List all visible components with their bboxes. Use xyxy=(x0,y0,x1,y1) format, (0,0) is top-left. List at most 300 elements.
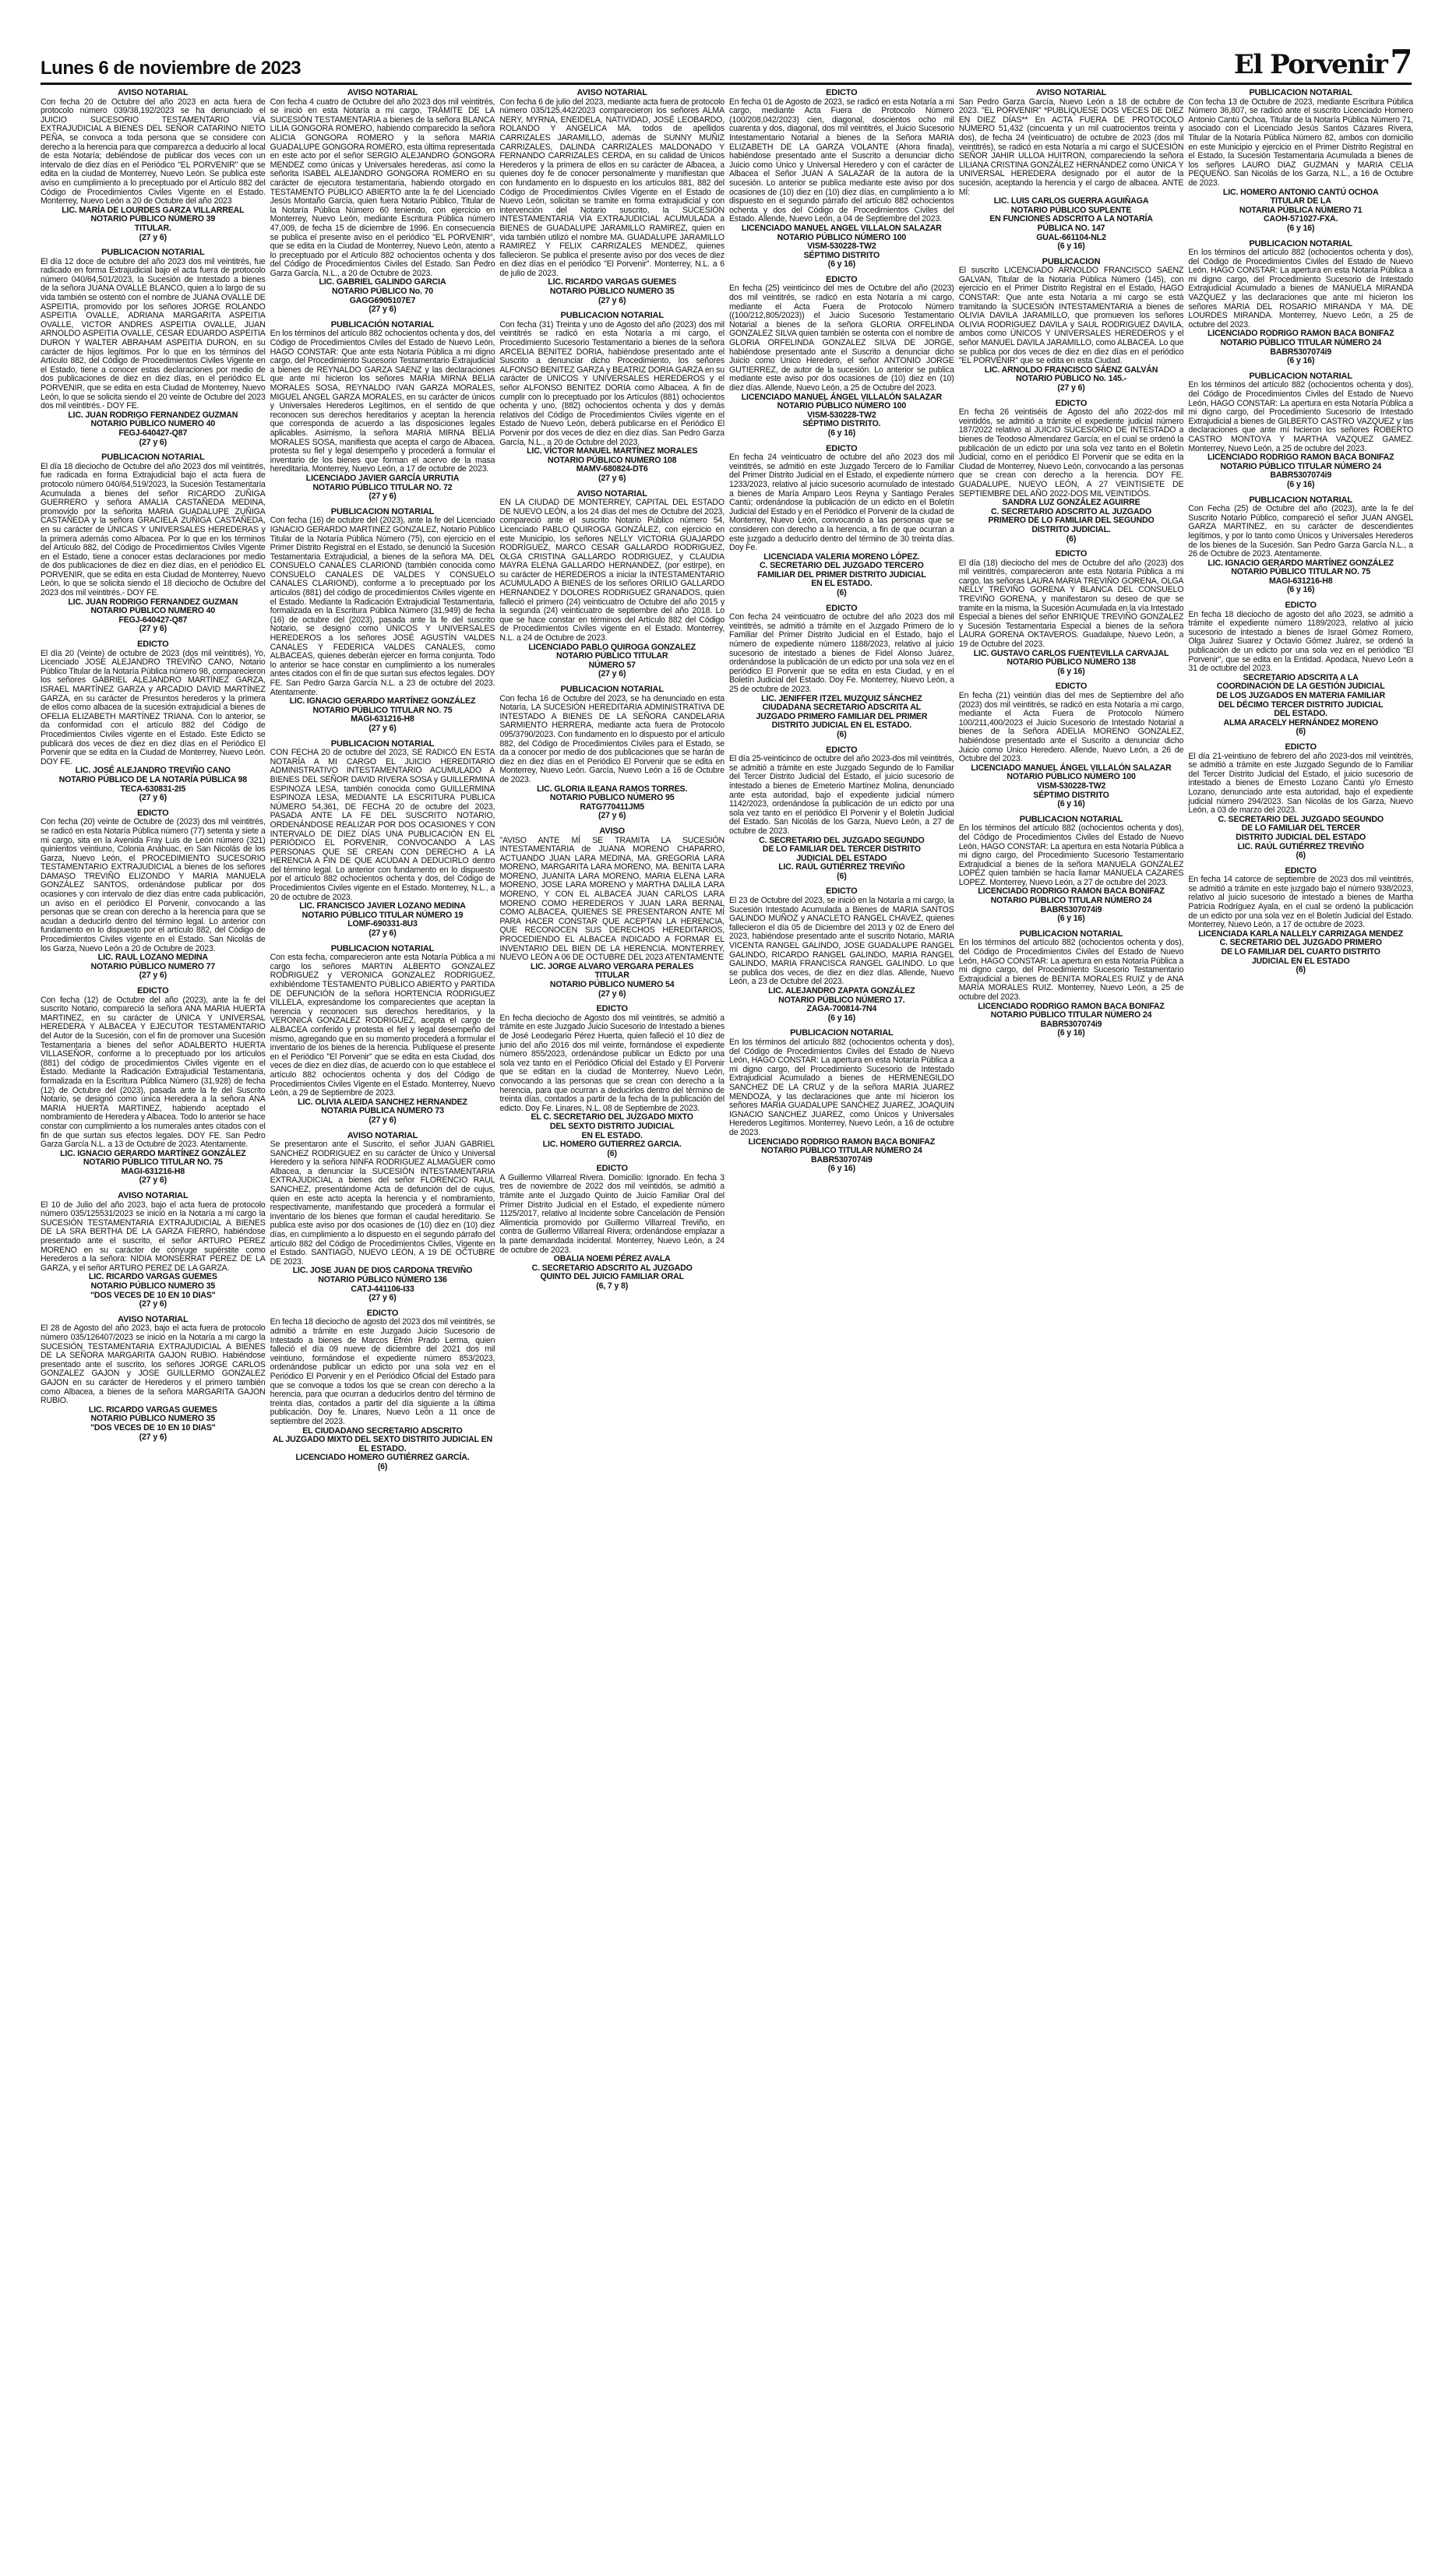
legal-notice xyxy=(1188,743,1413,861)
notice-publication-dates: (6 y 16) xyxy=(1057,799,1085,809)
notice-signature-line: DE LOS JUZGADOS EN MATERIA FAMILIAR xyxy=(1216,691,1386,700)
notice-signature-line: LICENCIADO MANUEL ÁNGEL VILLALÓN SALAZAR xyxy=(741,392,942,402)
notice-publication-dates: (6 y 16) xyxy=(827,428,855,438)
notice-signature-line: SANDRA LUZ GONZÁLEZ AGUIRRE xyxy=(1002,498,1141,508)
notice-signature-line: NOTARIA PÚBLICA NÚMERO 73 xyxy=(321,1106,444,1116)
notice-body: Con fecha 24 veinticuatro de octubre del año 2023 dos mil veintitrés, se admitió a trámite en el Juzgado Primero de lo Familiar del Primer Distrito Judicial en el Estado, bajo el número de expediente número 1188/2023, relativo al juicio sucesorio de intestado a bienes de Fidel Alonso Juárez, ordenándose la publicación de un edicto por una sola vez en el periódico El Porvenir que se edita en esta Ciudad, y en el Boletín Judicial del Estado. Doy Fe. Monterrey, Nuevo León, a 25 de octubre de 2023. xyxy=(729,612,954,694)
notice-body: En los términos del artículo 882 (ochocientos ochenta y dos), del Código de Procedimientos Civiles del Estado de Nuevo León, HAGO CONSTAR: La apertura en esta Notaría Pública a mi digno cargo, del Procedimiento Sucesorio Testamentario Extrajudicial a bienes de BENITA MORALES RUIZ y de ANA MARIA MORALES RUIZ. Monterrey, Nuevo León, a 25 de octubre del 2023. xyxy=(958,938,1184,1002)
notice-signature-line: MAGI-631216-H8 xyxy=(1268,576,1333,586)
notice-signature-line: FEGJ-640427-Q87 xyxy=(118,428,188,438)
legal-notice xyxy=(1188,240,1413,366)
notice-signature-line: DISTRITO JUDICIAL DEL ESTADO xyxy=(1236,832,1366,842)
notice-publication-dates: (6 y 16) xyxy=(827,1164,855,1174)
legal-notice xyxy=(270,508,495,734)
notice-title: EDICTO xyxy=(1285,865,1317,876)
notice-body: "AVISO ANTE MÍ SE TRAMITA LA SUCESIÓN INTESTAMENTARIA de JUANA MORENO CHAPARRO, ACTUANDO JUAN LARA MEDINA, MA. GREGORIA LARA MORENO, MARGARITA LARA MORENO, MA. BENITA LARA MORENO, JUANITA LARA MORENO, MARIA ELENA LARA MORENO, JOSE LARA MORENO y MARTHA DALILA LARA MORENO, Y CON EL ALBACEA JUAN CARLOS LARA MORENO COMO HEREDEROS Y JUAN LARA BERNAL COMO ALBACEA, QUIENES SE PRESENTARON ANTE MÍ PARA HACER CONSTAR QUE ACEPTAN LA HERENCIA, QUE RECONOCEN SUS DERECHOS HEREDITARIOS, PROCEDIENDO EL ALBACEA INDICADO A FORMAR EL INVENTARIO DEL BIEN DE LA HERENCIA. MONTERREY, NUEVO LEÓN A 06 DE OCTUBRE DEL 2023 ATENTAMENTE xyxy=(499,835,725,963)
legal-notice xyxy=(270,945,495,1126)
legal-notice xyxy=(270,321,495,502)
notice-publication-dates: (27 y 6) xyxy=(368,305,397,315)
notice-title: PUBLICACION NOTARIAL xyxy=(560,685,664,694)
notice-signature-line: LIC. LUIS CARLOS GUERRA AGUIÑAGA xyxy=(993,196,1149,206)
notice-signature-line: NOTARIO PÚBLICO TITULAR NÚMERO 24 xyxy=(1220,338,1382,348)
notice-title: AVISO NOTARIAL xyxy=(118,1314,189,1324)
notice-signature-line: CATJ-441106-I33 xyxy=(351,1284,414,1294)
notice-signature-line: TITULAR. xyxy=(134,223,171,233)
notice-signature-line: VISM-530228-TW2 xyxy=(807,241,876,252)
notice-signature-line: LICENCIADO RODRIGO RAMON BACA BONIFAZ xyxy=(1207,453,1394,463)
legal-notice xyxy=(499,827,724,999)
notice-body: Con fecha (12) de Octubre del año (2023), ante la fe del suscrito Notario, compareció la señora ANA MARIA HUERTA MARTINEZ, en su carácter de ÚNICA Y UNIVERSAL HEREDERA Y ALBACEA Y EJECUTOR TESTAMENTARIO del Autor de la Sucesión, con el fin de promover una Sucesión Testamentaria a bienes del señor ADALBERTO HUERTA VILLASEÑOR, conforme a lo preceptuado por los artículos (881) del código de procedimientos Civiles vigente en el Estado. Mediante la Radicación Extrajudicial Testamentaria, formalizada en la Escritura Pública Número (31,928) de fecha (12) de Octubre del (2023), pasada ante la fe del Suscrito Notario, se designó como única Heredera a la señora ANA MARIA HUERTA MARTINEZ, habiendo aceptado el nombramiento de Heredera y Albacea. Todo lo anterior se hace constar con cumplimiento a los numerales antes citados con el fin de que surtan sus efectos legales. DOY FE. San Pedro Garza García N.L. a 13 de Octubre de 2023. Atentamente. xyxy=(41,995,266,1150)
notice-signature-line: LIC. RICARDO VARGAS GUEMES xyxy=(88,1272,217,1282)
notice-signature-line: LIC. IGNACIO GERARDO MARTÍNEZ GONZÁLEZ xyxy=(289,696,476,707)
legal-notice xyxy=(959,258,1184,393)
notice-body: En los términos del artículo 882 (ochocientos ochenta y dos), del Código de Procedimientos Civiles del Estado de Nuevo León, HAGO CONSTAR: La apertura en esta Notaría Pública a mi digno cargo, del Procedimiento Sucesorio de Intestado Extrajudicial Acumulado a bienes de HERMENEGILDO SANCHEZ DE LA CRUZ y de la señora MARIA JUAREZ MENDOZA, y las declaraciones que ante mí hicieron los señores MARIA GUADALUPE SANCHEZ JUAREZ, JOAQUIN IGNACIO SANCHEZ JUAREZ, como Únicos y Universales Herederos Legítimos. Monterrey, Nuevo León, a 16 de octubre de 2023. xyxy=(729,1037,954,1137)
notice-signature-line: SÉPTIMO DISTRITO xyxy=(1033,790,1109,800)
legal-notice xyxy=(1188,867,1413,975)
notice-signature-line: SECRETARIO ADSCRITA A LA xyxy=(1243,672,1359,682)
notice-signature-line: LICENCIADO RODRIGO RAMON BACA BONIFAZ xyxy=(978,1001,1165,1011)
notice-body: En fecha 14 catorce de septiembre de 2023 dos mil veintitrés, se admitió a trámite en este juzgado bajo el número 938/2023, relativo al juicio sucesorio de intestado a bienes de Martha Patricia Rodríguez Ayala, en el cual se ordenó la publicación de un edicto por una sola vez en el Boletín Judicial del Estado. Monterrey, Nuevo León, a 17 de octubre de 2023. xyxy=(1188,875,1414,930)
notice-body: Con fecha (16) de octubre del (2023), ante la fe del Licenciado IGNACIO GERARDO MARTINEZ GONZALEZ, Notario Público Titular de la Notaría Pública Número (75), con ejercicio en el Primer Distrito Registral en el Estado, se denunció la Sucesión Testamentaria Extrajudicial, a bienes de la señora MA. DEL CONSUELO CANALES CLARIOND (también conocida como CONSUELO CANALES DE VALDES Y CONSUELO CANALES CLARIOND), conforme a lo preceptuado por los artículos (881) del código de procedimientos Civiles vigente en el Estado. Mediante la Radicación Extrajudicial Testamentaria, formalizada en la Escritura Pública Número (31,949) de fecha (16) de octubre del (2023), pasada ante la fe del suscrito Notario, se designó como ÚNICOS Y UNIVERSALES HEREDEROS a los señores JOSÉ AGUSTÍN VALDES CANALES Y FEDERICA VALDES CANALES, como ALBACEAS, quienes deberán ejercer en forma conjunta. Todo lo anterior se hace constar en cumplimiento a los numerales antes citados con el fin de que surtan sus efectos legales. DOY FE. San Pedro Garza García N.L. a 23 de octubre del 2023. Atentamente. xyxy=(270,516,495,697)
notice-signature-line: DISTRITO JUDICIAL EN EL ESTADO. xyxy=(771,721,912,731)
notice-publication-dates: (6) xyxy=(377,1461,388,1471)
notice-signature-line: NOTARIO PÚBLICO No. 70 xyxy=(331,287,434,297)
legal-notice xyxy=(959,930,1184,1038)
notice-signature-line: LICENCIADO RODRIGO RAMON BACA BONIFAZ xyxy=(1207,329,1394,339)
notice-publication-dates: (27 y 6) xyxy=(598,295,626,305)
legal-notice xyxy=(959,550,1184,676)
notice-publication-dates: (27 y 6) xyxy=(368,492,397,502)
notice-publication-dates: (27 y 6) xyxy=(139,624,167,634)
notice-body: El día 20 (Veinte) de octubre de 2023 (dos mil veintitrés), Yo, Licenciado JOSE ALEJANDRO TREVIÑO CANO, Notario Público Titular de la Notaría Pública número 98, comparecieron los señores GABRIEL ALEJANDRO MARTÍNEZ GARZA, ISRAEL MARTÍNEZ GARZA y ARCADIO DAVID MARTÍNEZ GARZA, en su carácter de Presuntos herederos y la primera de ellos como albacea de la sucesión extrajudicial a bienes de OFELIA ELIZABETH MARTÍNEZ TRIANA. Con lo anterior, se da conformidad con el artículo 882 del Código de Procedimientos Civiles vigente en el Estado. Este Edicto se publicará dos veces de diez en diez días en el Periódico El Porvenir que se edita en la Ciudad de Monterrey, Nuevo León. DOY FE. xyxy=(41,648,266,766)
notice-signature-line: LIC. IGNACIO GERARDO MARTÍNEZ GONZÁLEZ xyxy=(1208,558,1394,568)
legal-notice xyxy=(270,1309,495,1472)
notice-title: EDICTO xyxy=(826,745,858,755)
notice-title: EDICTO xyxy=(826,274,858,284)
notice-title: EDICTO xyxy=(366,1308,399,1318)
notice-publication-dates: (27 y 6) xyxy=(368,723,397,733)
notice-body: En fecha (25) veinticinco del mes de Octubre del año (2023) dos mil veintitrés, se radicó en esta Notaría a mi cargo, mediante el Acta Fuera de Protocolo Número ((100/212,805/2023)) el Juicio Sucesorio Testamentario Notarial a bienes de la señora GLORIA ORFELINDA GONZALEZ SILVA quien también se ostenta con el nombre de GLORIA ORFELINDA GONZALEZ SILVA DE JORGE, habiéndose presentado ante el Suscrito a denunciar dicho Juicio como Único Heredero, el señor ANTONIO JORGE GUTIERREZ, de autor de la sucesión. Lo anterior se publica mediante este aviso por dos ocasiones de (10) diez en (10) diez días. Allende, Nuevo León, a 25 de Octubre del 2023. xyxy=(729,284,954,393)
legal-notice xyxy=(41,1316,266,1442)
notice-publication-dates: (6) xyxy=(837,588,847,598)
legal-notice xyxy=(1188,89,1413,234)
notice-publication-dates: (27 y 6) xyxy=(139,1299,167,1309)
notice-signature-line: MAMV-680824-DT6 xyxy=(576,464,648,474)
legal-notice xyxy=(729,887,954,1023)
legal-notice xyxy=(41,987,266,1186)
notice-signature-line: NOTARIO PÚBLICO NUMERO 35 xyxy=(549,287,675,297)
legal-notices-columns xyxy=(41,89,1413,2566)
notice-signature-line: BABR5307074i9 xyxy=(1270,470,1332,481)
notice-signature-line: LICENCIADA VALERIA MORENO LÓPEZ. xyxy=(763,551,920,562)
notice-signature-line: C. SECRETARIO ADSCRITO AL JUZGADO xyxy=(990,506,1152,516)
notice-publication-dates: (6 y 16) xyxy=(1287,223,1315,233)
legal-notice xyxy=(959,89,1184,252)
notice-publication-dates: (6 y 16) xyxy=(1287,356,1315,366)
legal-notice xyxy=(959,816,1184,924)
notice-body: El 28 de Agosto del año 2023, bajo el acta fuera de protocolo número 035/126407/2023 se inició en la Notaría a mi cargo la SUCESIÓN TESTAMENTARIA EXTRAJUDICIAL A BIENES DE LA SEÑORA MARGARITA GAJON RUBIO. Habiéndose presentado ante el suscrito, los señores JORGE CARLOS GONZALEZ GAJON y JOSE GUILLERMO GONZALEZ GAJON en su carácter de Herederos y el primero también como Albacea, a bienes de la señora MARGARITA GAJON RUBIO. xyxy=(41,1323,266,1406)
logo-text: El Porvenir xyxy=(1233,49,1387,80)
notice-publication-dates: (27 y 6) xyxy=(598,669,626,679)
notice-body: El suscrito LICENCIADO ARNOLDO FRANCISCO SAENZ GALVAN, Titular de la Notaría Pública Número (145), con ejercicio en el Primer Distrito Registral en el Estado, HAGO CONSTAR: Que ante esta Notaría a mi cargo se está tramitando la SUCESIÓN INTESTAMENTARIA a bienes de OLIVIA DAVILA JARAMILLO, que promueven los señores OLIVIA RODRIGUEZ DAVILA y SAUL RODRIGUEZ DAVILA, ambos como ÚNICOS Y UNIVERSALES HEREDEROS y el señor MANUEL DAVILA JARAMILLO, como ALBACEA. Lo que se publica por dos veces de diez en diez días en el periódico "EL PORVENIR" que se edita en esta Ciudad. xyxy=(958,266,1184,366)
notice-title: EDICTO xyxy=(137,986,169,996)
notice-signature-line: NOTARIO PÚBLICO No. 145.- xyxy=(1016,374,1127,384)
notice-title: EDICTO xyxy=(1055,549,1088,559)
notice-publication-dates: (6) xyxy=(837,729,847,739)
notice-publication-dates: (27 y 6) xyxy=(139,971,167,981)
notice-signature-line: NOTARIO PÚBLICO DE LA NOTARÍA PÚBLICA 98 xyxy=(58,774,248,784)
notice-body: En fecha 18 dieciocho de agosto del año 2023, se admitió a trámite el expediente número 1189/2023, relativo al juicio sucesorio de intestado a bienes de Israel Gómez Romero, Olga Juárez Suarez y Octavio Gómez Juárez, se ordenó la publicación de un edicto por una sola vez en el periódico "El Porvenir", que se edita en la Entidad. Apodaca, Nuevo León a 31 de octubre del 2023. xyxy=(1188,609,1414,674)
notice-signature-line: EN EL ESTADO. xyxy=(581,1130,643,1140)
notice-body: San Pedro Garza García, Nuevo León a 18 de octubre de 2023. "EL PORVENIR" *PUBLÍQUESE DOS VECES DE DIEZ EN DIEZ DÍAS** En ACTA FUERA DE PROTOCOLO NÚMERO 51,432 (cincuenta y un mil cuatrocientos treinta y dos), de fecha 24 (veinticuatro) de octubre de 2023 (dos mil veintitrés), se radicó en esta Notaría a mi cargo el SUCESIÓN SEÑOR JAHIR ULLOA HUITRON, compareciendo la señora LILIANA CRISTINA GONZÁLEZ HERNÁNDEZ como ÚNICA Y UNIVERSAL HEREDERA designado por el autor de la sucesión, aceptando la herencia y el cargo de albacea. ANTE MÍ: xyxy=(958,97,1184,197)
notice-signature-line: LICENCIADA KARLA NALLELY CARRIZAGA MENDEZ xyxy=(1198,929,1404,939)
notice-signature-line: CAOH-571027-FXA. xyxy=(1264,214,1338,224)
notice-signature-line: NOTARIO PÚBLICO NUMERO 40 xyxy=(90,606,216,616)
notice-title: PUBLICACION NOTARIAL xyxy=(330,506,435,516)
notice-publication-dates: (6 y 16) xyxy=(827,1013,855,1023)
notice-signature-line: LIC. RAÚL GUTIÉRREZ TREVIÑO xyxy=(1237,841,1364,851)
notice-body: En fecha dieciocho de Agosto dos mil veintitrés, se admitió a trámite en este Juzgado Juicio Sucesorio de Intestado a bienes de José Leodegario Pérez Huerta, quien falleció el 10 diez de junio del año 2016 dos mil veinte, formándose el expediente número 855/2023, ordenándose publicar un Edicto por una sola vez tanto en el Periódico Oficial del Estado y El Porvenir que se editan en la ciudad de Monterrey, Nuevo León, convocando a las personas que se crean con derecho a la herencia, para que ocurran a deducirlos dentro del término de treinta días, contados a partir de la fecha de la publicación del edicto. Doy Fe. Linares, N.L. 08 de Septiembre de 2023. xyxy=(499,1013,725,1113)
notice-signature-line: NOTARIO PÚBLICO TITULAR NÚMERO 24 xyxy=(760,1146,922,1156)
legal-notice xyxy=(41,453,266,634)
legal-notice xyxy=(499,490,724,679)
notice-signature-line: "DOS VECES DE 10 EN 10 DIAS" xyxy=(90,1422,216,1432)
notice-signature-line: LIC. JOSÉ ALEJANDRO TREVIÑO CANO xyxy=(75,766,231,776)
notice-signature-line: ALMA ARACELY HERNÁNDEZ MORENO xyxy=(1223,717,1378,728)
notice-signature-line: C. SECRETARIO DEL JUZGADO SEGUNDO xyxy=(1218,814,1384,824)
notice-signature-line: LICENCIADO MANUEL ANGEL VILLALON SALAZAR xyxy=(741,223,942,233)
notice-signature-line: C. SECRETARIO ADSCRITO AL JUZGADO xyxy=(531,1263,693,1273)
notice-signature-line: LIC. RAÚL GUTIÉRREZ TREVIÑO xyxy=(778,862,905,872)
notice-title: EDICTO xyxy=(1285,742,1317,752)
notice-body: Con fecha 20 de Octubre del año 2023 en acta fuera de protocolo número 039/38,192/2023 se ha denunciado el JUICIO SUCESORIO TESTAMENTARIO VÍA EXTRAJUDICIAL A BIENES DEL SEÑOR CATARINO NIETO PEÑA, se convoca a toda persona que se considere con derecho a la herencia para que comparezca a deducirlo al local de esta Notaría; debiéndose de publicar dos veces con un intervalo de diez días en el Periódico "EL PORVENIR" que se edita en la ciudad de Monterrey, Nuevo León. Se publica este aviso en cumplimiento a lo preceptuado por el Artículo 882 del Código de Procedimientos Civiles Vigente en el Estado. Monterrey, Nuevo León a 20 de Octubre del año 2023 xyxy=(41,97,266,206)
notice-title: PUBLICACION NOTARIAL xyxy=(1019,814,1123,824)
notice-body: Con esta fecha, comparecieron ante esta Notaría Pública a mi cargo los señores MARTIN ALBERTO GONZALEZ RODRIGUEZ y VERONICA GONZALEZ RODRIGUEZ, exhibiéndome TESTAMENTO PÚBLICO ABIERTO y PARTIDA DE DEFUNCIÓN de la señora HORTENCIA RODRIGUEZ VILLELA, expresándome los comparecientes que aceptan la herencia y reconocen sus derechos hereditarios, y la VERONICA GONZALEZ RODRIGUEZ, acepta el cargo de ALBACEA conferido y protesta el fiel y legal desempeño del mismo, agregando que en su momento procederá a formular el inventario de los bienes de la herencia. Publíquese el presente en el Periódico "El Porvenir" que se edita en esta Ciudad, dos veces de diez en diez días, de acuerdo con lo que establece el artículo 882 ochocientos ochenta y dos del Código de Procedimientos Civiles Vigente en el Estado. Monterrey, Nuevo León, a 29 de Septiembre de 2023. xyxy=(270,953,495,1098)
notice-body: El día 12 doce de octubre del año 2023 dos mil veintitrés, fue radicado en forma Extrajudicial bajo el acta fuera de protocolo número 040/64,501/2023, la Sucesión de Intestado a bienes de la señora JUANA OVALLE BLANCO, quien a lo largo de su vida también se ostentó con el nombre de JUANA OVALLE DE ASPEITIA, promovido por los señores JORGE ROLANDO ASPEITIA OVALLE, ADRIANA MARGARITA ASPEITIA OVALLE, VICTOR ANDRES ASPEITIA OVALLE, JUAN ARNOLDO ASPEITIA OVALLE, CESAR EDUARDO ASPEITIA DURON Y WALTER ABRAHAM ASPEITIA DURON, en su carácter de hijos legítimos. Por lo que en los términos del Artículo 882, del Código de Procedimientos Civiles Vigente en el Estado, tiene a conocer estas declaraciones por medio de dos publicaciones de diez en diez días, en el periódico EL PORVENIR, que se edita en esta Ciudad de Monterrey, Nuevo León, lo que se solicita siendo el 20 veinte de Octubre del 2023 dos mil veintitrés.- DOY FE. xyxy=(41,256,266,411)
notice-title: AVISO NOTARIAL xyxy=(576,488,647,499)
notice-signature-line: EN FUNCIONES ADSCRITO A LA NOTARÍA xyxy=(989,214,1153,224)
notice-publication-dates: (6 y 16) xyxy=(1287,585,1315,595)
notice-title: PUBLICACIÓN NOTARIAL xyxy=(330,319,435,329)
notice-signature-line: NOTARIO PÚBLICO TITULAR NÚMERO 19 xyxy=(301,910,464,920)
notice-title: PUBLICACION NOTARIAL xyxy=(1019,929,1123,939)
notice-signature-line: TECA-630831-2I5 xyxy=(120,784,186,794)
legal-notice xyxy=(499,1165,724,1291)
legal-notice xyxy=(1188,496,1413,596)
notice-signature-line: LIC. JUAN RODRIGO FERNANDEZ GUZMAN xyxy=(68,597,238,607)
notice-signature-line: LIC. RAUL LOZANO MEDINA xyxy=(97,953,208,963)
notice-signature-line: "DOS VECES DE 10 EN 10 DIAS" xyxy=(90,1290,216,1300)
notice-signature-line: NOTARIO PÚBLICO NÚMERO 100 xyxy=(777,401,907,411)
notice-title: EDICTO xyxy=(596,1164,628,1174)
notice-signature-line: LIC. HOMERO GUTIERREZ GARCIA. xyxy=(542,1140,682,1150)
notice-publication-dates: (6) xyxy=(1066,534,1077,544)
notice-signature-line: VISM-530228-TW2 xyxy=(807,410,876,420)
notice-body: Con fecha (31) Treinta y uno de Agosto del año (2023) dos mil veintitrés se radicó en esta Notaría a mi cargo, el Procedimiento Sucesorio Testamentario a bienes de la señora ARCELIA BENITEZ DORIA, habiéndose presentado ante el Suscrito a denunciar dicho Procedimiento, los señores ALFONSO BENITEZ GARZA y BEATRIZ DORIA GARZA en su carácter de ÚNICOS Y UNIVERSALES HEREDEROS y el señor ALFONSO BENITEZ DORIA como Albacea. A fin de cumplir con lo preceptuado por los Artículos (881) ochocientos ochenta y uno, (882) ochocientos ochenta y dos y demás relativos del Código de Procedimientos Civiles vigente en el Estado de Nuevo León, deberá publicarse en el Periódico El Porvenir por dos veces de diez en diez días. San Pedro Garza García, N.L., a 20 de Octubre del 2023. xyxy=(499,319,725,447)
notice-signature-line: QUINTO DEL JUICIO FAMILIAR ORAL xyxy=(540,1272,684,1282)
notice-publication-dates: (27 y 6) xyxy=(598,811,626,821)
notice-signature-line: SÉPTIMO DISTRITO. xyxy=(802,419,881,429)
notice-body: Se presentaron ante el Suscrito, el señor JUAN GABRIEL SANCHEZ RODRIGUEZ en su carácter de Único y Universal Heredero y la señora NINFA RODRIGUEZ ALMAGUER como Albacea, a denunciar la SUCESIÓN INTESTAMENTARIA EXTRAJUDICIAL a bienes del señor FLORENCIO RAUL SANCHEZ, presentándome Acta de defunción del de cujus, quien en este acto acepta la herencia y el nombramiento, respectivamente, manifestando que procederá a formular el inventario de los bienes que forman el caudal hereditario. Se publica este aviso por dos ocasiones de (10) diez en (10) diez días, en cumplimiento a lo dispuesto en el segundo párrafo del artículo 882 del Código de Procedimientos Civiles, Vigente en el Estado. SANTIAGO, NUEVO LEÓN, A 19 DE OCTUBRE DE 2023. xyxy=(270,1140,495,1267)
notice-publication-dates: (27 y 6) xyxy=(598,988,626,999)
notice-signature-line: BABR5307074i9 xyxy=(1040,904,1102,914)
notice-signature-line: NOTARIO PÚBLICO NÚMERO 100 xyxy=(1007,772,1136,782)
notice-publication-dates: (27 y 6) xyxy=(368,1115,397,1125)
legal-notice xyxy=(499,685,724,821)
notice-signature-line: LIC. RICARDO VARGAS GUEMES xyxy=(548,277,677,287)
notice-signature-line: MAGI-631216-H8 xyxy=(351,714,414,724)
legal-notice xyxy=(41,89,266,242)
notice-body: A Guillermo Villarreal Rivera. Domicilio: Ignorado. En fecha 3 tres de noviembre de 2022 dos mil veintidós, se admitió a trámite ante el Juzgado Quinto de Juicio Familiar Oral del Primer Distrito Judicial en el Estado, el expediente número 1125/2017, relativo al Incidente sobre Cancelación de Pensión Alimenticia promovido por Guillermo Villarreal Treviño, en contra de Guillermo Villarreal Rivera; ordenándose emplazar a la parte demandada incidental. Monterrey, Nuevo León, a 24 de octubre de 2023. xyxy=(499,1172,725,1255)
notice-title: EDICTO xyxy=(1285,601,1317,611)
legal-notice xyxy=(499,312,724,483)
legal-notice xyxy=(499,89,724,305)
notice-signature-line: ZAGA-700814-7N4 xyxy=(806,1004,877,1014)
legal-notice xyxy=(729,604,954,740)
notice-publication-dates: (6 y 16) xyxy=(1057,241,1085,252)
notice-signature-line: FEGJ-640427-Q87 xyxy=(118,615,188,625)
notice-signature-line: LIC. VÍCTOR MANUEL MARTÍNEZ MORALES xyxy=(527,446,698,456)
notice-signature-line: C. SECRETARIO DEL JUZGADO TERCERO xyxy=(760,561,924,571)
page-header xyxy=(41,43,1412,85)
legal-notice xyxy=(499,1005,724,1158)
notice-signature-line: BABR5307074i9 xyxy=(1270,347,1332,357)
legal-notice xyxy=(270,89,495,315)
notice-signature-line: NOTARIO PÚBLICO NÚMERO 136 xyxy=(318,1275,447,1284)
notice-signature-line: NOTARIO PÚBLICO NÚMERO 17. xyxy=(778,995,905,1005)
notice-signature-line: LIC. ALEJANDRO ZAPATA GONZÁLEZ xyxy=(768,986,915,996)
notice-signature-line: LIC. JUAN RODRIGO FERNANDEZ GUZMAN xyxy=(68,410,238,420)
notice-title: EDICTO xyxy=(137,808,169,818)
notice-signature-line: NOTARIO PÚBLICO TITULAR NO. 72 xyxy=(312,482,453,492)
notice-publication-dates: (6) xyxy=(1296,727,1306,737)
notice-signature-line: LIC. GLORIA ILEANA RAMOS TORRES. xyxy=(537,784,688,794)
page-number: 7 xyxy=(1390,43,1412,81)
legal-notice xyxy=(959,400,1184,544)
notice-signature-line: LIC. HOMERO ANTONIO CANTÚ OCHOA xyxy=(1222,187,1379,197)
notice-signature-line: NOTARIA PÚBLICA NÚMERO 71 xyxy=(1239,205,1363,215)
notice-signature-line: GUAL-661104-NL2 xyxy=(1036,232,1106,242)
notice-signature-line: PRIMERO DE LO FAMILIAR DEL SEGUNDO xyxy=(988,516,1155,526)
notice-column xyxy=(729,89,954,2566)
notice-signature-line: C. SECRETARIO DEL JUZGADO SEGUNDO xyxy=(759,835,925,845)
newspaper-logo xyxy=(1234,43,1412,81)
notice-title: EDICTO xyxy=(826,89,858,97)
notice-signature-line: VISM-530228-TW2 xyxy=(1036,781,1106,791)
notice-title: PUBLICACION xyxy=(1042,256,1101,266)
notice-title: AVISO xyxy=(599,826,626,836)
notice-publication-dates: (6) xyxy=(607,1148,617,1158)
notice-signature-line: DISTRITO JUDICIAL. xyxy=(1031,524,1111,534)
notice-signature-line: NOTARIO PÚBLICO TITULAR NO. 75 xyxy=(312,705,453,715)
notice-signature-line: RATG770411JM5 xyxy=(580,802,644,812)
legal-notice xyxy=(270,1132,495,1303)
notice-signature-line: PÚBLICA NO. 147 xyxy=(1037,223,1105,233)
notice-signature-line: NOTARIO PÚBLICO NÚMERO 95 xyxy=(549,793,675,803)
legal-notice xyxy=(729,746,954,882)
issue-date: Lunes 6 de noviembre de 2023 xyxy=(41,58,301,79)
legal-notice xyxy=(41,640,266,803)
notice-body: El día 18 dieciocho de Octubre del año 2023 dos mil veintitrés, fue radicada en forma Extrajudicial bajo el acta fuera de protocolo número 040/64,519/2023, la Sucesión Testamentaria Acumulada a bienes del señor RICARDO ZUÑIGA GUERRERO y señora AMALIA CASTAÑEDA MEDINA, promovido por la señorita MARIA GUADALUPE ZUÑIGA CASTAÑEDA y la señora GRACIELA ZUÑIGA CASTAÑEDA, en su carácter de ÚNICAS Y UNIVERSALES HEREDERAS y la primera además como Albacea. Por lo que en los términos del Artículo 882, del Código de Procedimientos Civiles Vigente en el Estado, tiene a conocer estas declaraciones por medio de dos publicaciones de diez en diez días, en el periódico EL PORVENIR, que se edita en esta Ciudad de Monterrey, Nuevo León, lo que se solicita siendo el 18 dieciocho de Octubre del 2023 dos mil veintitrés.- DOY FE. xyxy=(41,461,266,598)
notice-signature-line: NOTARIO PÚBLICO NÚMERO 138 xyxy=(1007,657,1136,668)
notice-publication-dates: (27 y 6) xyxy=(139,793,167,803)
legal-notice xyxy=(41,1192,266,1309)
notice-body: En fecha (21) veintiún días del mes de Septiembre del año (2023) dos mil veintitrés, se radicó en esta Notaría a mi cargo, mediante el Acta Fuera de Protocolo Número 100/211,400/2023 el Juicio Sucesorio de Intestado Notarial a bienes de la Señora ADELIA MORENO GONZALEZ, habiéndose presentado ante el Suscrito a denunciar dicho Juicio como Único Heredero. Allende, Nuevo León, a 26 de Octubre del 2023. xyxy=(958,691,1184,764)
notice-signature-line: LICENCIADO PABLO QUIROGA GONZALEZ xyxy=(528,642,696,652)
notice-signature-line: DEL ESTADO. xyxy=(1274,709,1327,719)
notice-column xyxy=(959,89,1184,2566)
notice-title: AVISO NOTARIAL xyxy=(347,89,418,97)
notice-signature-line: LIC. GUSTAVO CARLOS FUENTEVILLA CARVAJAL xyxy=(973,648,1169,658)
notice-body: Con fecha 16 de Octubre del 2023, se ha denunciado en esta Notaría, LA SUCESIÓN HEREDITARIA ADMINISTRATIVA DE INTESTADO A BIENES DE LA SEÑORA CANDELARIA SARMIENTO HERRERA, mediante acta fuera de Protocolo 095/3790/2023. Con fundamento en lo dispuesto por el artículo 882, del Código de Procedimientos Civiles para el Estado, se da a conocer por medio de dos publicaciones que se harán de diez en diez días en el Periódico El Porvenir que se edita en Monterrey, Nuevo León. García, Nuevo León a 16 de Octubre de 2023. xyxy=(499,693,725,784)
notice-signature-line: MAGI-631216-H8 xyxy=(121,1166,185,1176)
notice-signature-line: LIC. JOSE JUAN DE DIOS CARDONA TREVIÑO xyxy=(292,1266,473,1276)
notice-publication-dates: (6) xyxy=(837,871,847,881)
notice-signature-line: NOTARIO PÚBLICO NUMERO 77 xyxy=(90,961,216,971)
notice-signature-line: DEL SEXTO DISTRITO JUDICIAL xyxy=(549,1121,675,1131)
legal-notice xyxy=(41,248,266,447)
notice-publication-dates: (6) xyxy=(1296,851,1306,861)
notice-body: En los términos del artículo 882 (ochocientos ochenta y dos), del Código de Procedimientos Civiles del Estado de Nuevo León, HAGO CONSTAR: La apertura en esta Notaría Pública a mi digno cargo, del Procedimiento Sucesorio de Intestado Extrajudicial a bienes de GILBERTO CASTRO VAZQUEZ y las declaraciones que ante mí hicieron los señores ROBERTO CASTRO MONTOYA Y MARTHA VAZQUEZ GAMEZ. Monterrey, Nuevo León, a 25 de octubre del 2023. xyxy=(1188,380,1414,453)
legal-notice xyxy=(729,89,954,270)
notice-title: AVISO NOTARIAL xyxy=(347,1130,418,1140)
notice-publication-dates: (27 y 6) xyxy=(368,1293,397,1303)
notice-body: El 23 de Octubre del 2023, se inició en la Notaría a mi cargo, la Sucesión Intestado Acumulada a Bienes de MARIA SANTOS GALINDO MUÑOZ y ANACLETO RANGEL CHAVEZ, quienes fallecieron el día 05 de Diciembre del 2013 y 02 de Enero del 2023, habiéndose presentado ante el suscrito Notario, MARIA VICENTA RANGEL GALINDO, JOSE GUADALUPE RANGEL GALINDO, RICARDO RANGEL GALINDO, MARIA RANGEL GALINDO, MARIA FRANCISCA RANGEL GALINDO. Lo que se publica dos veces, de diez en diez días. Allende, Nuevo León, a 23 de Octubre del 2023. xyxy=(729,896,954,987)
notice-signature-line: NOTARIO PÚBLICO SUPLENTE xyxy=(1010,205,1132,215)
notice-body: En los términos del artículo 882 (ochocientos ochenta y dos), del Código de Procedimientos Civiles del Estado de Nuevo León, HAGO CONSTAR: La apertura en esta Notaría Pública a mi digno cargo, del Procedimiento Sucesorio de Intestado Extrajudicial Acumulado a bienes de MANUELA MIRANDA VAZQUEZ y las declaraciones que ante mí hicieron los señores MARIA DEL ROSARIO MIRANDA Y MA. DE LOURDES MIRANDA. Monterrey, Nuevo León, a 25 de octubre del 2023. xyxy=(1188,248,1414,329)
notice-signature-line: LIC. ARNOLDO FRANCISCO SÁENZ GALVÁN xyxy=(984,365,1158,375)
notice-signature-line: EL C. SECRETARIO DEL JUZGADO MIXTO xyxy=(531,1112,693,1122)
notice-title: PUBLICACION NOTARIAL xyxy=(330,738,435,749)
notice-body: Con Fecha (25) de Octubre del año (2023), ante la fe del Suscrito Notario Público, compareció el señor JUAN ANGEL GARZA MARTINEZ, en su carácter de descendientes legítimos, y por lo tanto como Únicos y Universales Herederos de los bienes de la Sucesión. San Pedro Garza García N.L., a 26 de Octubre de 2023. Atentamente. xyxy=(1188,504,1414,559)
legal-notice xyxy=(729,445,954,598)
notice-publication-dates: (27 y 6) xyxy=(139,232,167,242)
notice-signature-line: EN EL ESTADO. xyxy=(811,579,873,589)
notice-title: EDICTO xyxy=(596,1004,628,1014)
notice-publication-dates: (27 y 6) xyxy=(368,929,397,939)
notice-signature-line: DE LO FAMILIAR DEL TERCER xyxy=(1241,823,1360,833)
notice-signature-line: GAGG6905107E7 xyxy=(349,295,416,305)
notice-signature-line: NOTARIO PÚBLICO TITULAR NO. 75 xyxy=(1231,567,1371,577)
notice-publication-dates: (27 y 6) xyxy=(139,1175,167,1186)
notice-publication-dates: (27 y 6) xyxy=(598,473,626,483)
notice-body: El día (18) dieciocho del mes de Octubre del año (2023) dos mil veintitrés, comparecieron ante esta Notaría Pública a mi cargo, las señoras LAURA MARIA TREVIÑO GORENA, OLGA NELLY TREVIÑO GORENA Y BLANCA DEL CONSUELO TREVIÑO GORENA, y manifestaron su deseo de que se tramite en la misma, la Sucesión Acumulada en la vía Intestado Especial a bienes del señor ENRIQUE TREVIÑO GONZALEZ y Sucesión Testamentaria Especial a bienes de la señora LAURA GORENA OKTAVEROS. Guadalupe, Nuevo León, a 19 de Octubre del 2023. xyxy=(958,558,1184,650)
notice-signature-line: LIC. MARÍA DE LOURDES GARZA VILLARREAL xyxy=(62,205,245,215)
notice-signature-line: FAMILIAR DEL PRIMER DISTRITO JUDICIAL xyxy=(757,569,926,580)
notice-signature-line: BABR5307074i9 xyxy=(1040,1019,1102,1029)
notice-column xyxy=(1188,89,1413,2566)
notice-signature-line: AL JUZGADO MIXTO DEL SEXTO DISTRITO JUDICIAL EN EL ESTADO. xyxy=(273,1435,492,1454)
notice-title: PUBLICACION NOTARIAL xyxy=(1249,238,1352,248)
notice-signature-line: CIUDADANA SECRETARIO ADSCRITA AL xyxy=(762,703,922,713)
legal-notice xyxy=(270,740,495,939)
notice-signature-line: EL CIUDADANO SECRETARIO ADSCRITO xyxy=(302,1425,463,1436)
notice-title: PUBLICACION NOTARIAL xyxy=(790,1028,894,1038)
notice-signature-line: NOTARIO PÚBLICO TITULAR NÚMERO 24 xyxy=(990,1010,1152,1020)
legal-notice xyxy=(729,1029,954,1174)
notice-body: Con fecha 6 de julio del 2023, mediante acta fuera de protocolo número 035/125,442/2023 comparecieron los señores ALMA NERY, MYRNA, ENEIDELA, NATIVIDAD, JOSÉ LEOBARDO, ROLANDO Y ANGELICA MA. todos de apellidos CARRIZALES JARAMILLO, además de SUNNY MUÑIZ CARRIZALES, DALINDA CARRIZALES MALDONADO Y FERNANDO CARRIZALES CERDA, en su calidad de Únicos Herederos y la primera de ellos en su carácter de Albacea, a quienes doy fe de conocer personalmente y manifiestan que con fundamento en lo dispuesto en los artículos 881, 882 del Código de Procedimientos Civiles Vigente en el Estado de Nuevo León, solicitan se tramite en forma extrajudicial y con intervención del Notario suscrito, la SUCESIÓN INTESTAMENTARIA VÍA EXTRAJUDICIAL ACUMULADA a BIENES de GUADALUPE JARAMILLO RAMIREZ, quien en vida también utilizó el nombre MA. GUADALUPE JARAMILLO RAMIREZ Y FELIX CARRIZALES MENDEZ, quienes fallecieron. Se publica el presente aviso por dos veces de diez en diez días en el periódico "El Porvenir". Monterrey, N.L. a 6 de julio de 2023. xyxy=(499,97,725,278)
notice-signature-line: LIC. IGNACIO GERARDO MARTÍNEZ GONZÁLEZ xyxy=(60,1148,246,1158)
notice-signature-line: TITULAR DE LA xyxy=(1270,196,1331,206)
notice-signature-line: COORDINACIÓN DE LA GESTIÓN JUDICIAL xyxy=(1216,682,1385,692)
notice-signature-line: TITULAR xyxy=(594,971,629,981)
notice-signature-line: NOTARIO PÚBLICO NUMERO 54 xyxy=(549,980,675,989)
notice-title: AVISO NOTARIAL xyxy=(576,89,647,97)
notice-body: En fecha 24 veinticuatro de octubre del año 2023 dos mil veintitrés, se admitió en este Juzgado Tercero de lo Familiar del Primer Distrito Judicial en el Estado, el expediente número 1233/2023, relativo al juicio sucesorio acumulado de intestado a bienes de María Amparo Leos Reyna y Santiago Perales Cantú; ordenándose la publicación de un edicto en el Boletín Judicial del Estado y en el Periódico el Porvenir de la ciudad de Monterrey, Nuevo León, convocando a las personas que se consideren con derecho a la herencia, a fin de que ocurran a este juzgado a deducirlo dentro del término de 30 treinta días. Doy Fe. xyxy=(729,453,954,553)
notice-publication-dates: (27 y 6) xyxy=(139,437,167,447)
legal-notice xyxy=(1188,372,1413,490)
legal-notice xyxy=(729,276,954,439)
notice-publication-dates: (6 y 16) xyxy=(1057,1028,1085,1038)
notice-title: EDICTO xyxy=(1055,682,1088,692)
notice-signature-line: LOMF-690331-8U3 xyxy=(347,919,418,929)
notice-publication-dates: (6 y 16) xyxy=(1287,479,1315,489)
notice-body: El 10 de Julio del año 2023, bajo el acta fuera de protocolo número 035/125531/2023 se inició en la Notaría a mi cargo la SUCESIÓN TESTAMENTARIA EXTRAJUDICIAL A BIENES DE LA SRA BERTHA DE LA GARZA FIERRO, habiéndose presentado ante el suscrito, el señor ARTURO PEREZ MORENO en su carácter de cónyuge supérstite como Herederos a la señora: NIDIA MONSERRAT PEREZ DE LA GARZA, y el señor ARTURO PEREZ DE LA GARZA. xyxy=(41,1200,266,1273)
notice-signature-line: LICENCIADO RODRIGO RAMON BACA BONIFAZ xyxy=(978,886,1165,897)
notice-title: PUBLICACION NOTARIAL xyxy=(330,943,435,953)
notice-signature-line: C. SECRETARIO DEL JUZGADO PRIMERO xyxy=(1219,938,1382,948)
notice-body: Con fecha (20) veinte de Octubre de (2023) dos mil veintitrés, se radicó en esta Notaría Pública número (77) setenta y siete a mi cargo, sita en la Avenida Fray Luis de León número (321) quinientos veintiuno, Colonia Anáhuac, en San Nicolás de los Garza, Nuevo León, el PROCEDIMIENTO SUCESORIO TESTAMENTARIO EXTRAJUDICIAL a bienes de los señores DAMASO TREVIÑO ELIZONDO Y MARIA MANUELA GONZÁLEZ SANTOS, ordenándose publicar por dos ocasiones y con intervalo de diez días entre cada publicación, un aviso en el periódico El Porvenir, convocando a las personas que se crean con derecho a la herencia para que se acudan a deducirlo dentro del término legal. Lo anterior con fundamento en lo dispuesto por el artículo 882, del Código de Procedimientos Civiles vigente en el Estado. San Nicolás de los Garza, Nuevo León a 20 de Octubre de 2023. xyxy=(41,817,266,953)
notice-signature-line: DEL DÉCIMO TERCER DISTRITO JUDICIAL xyxy=(1218,700,1384,710)
notice-signature-line: JUDICIAL DEL ESTADO xyxy=(796,853,887,863)
notice-publication-dates: (27 y 6) xyxy=(1057,383,1085,393)
notice-title: AVISO NOTARIAL xyxy=(118,89,189,97)
notice-signature-line: JUZGADO PRIMERO FAMILIAR DEL PRIMER xyxy=(756,711,928,721)
notice-column xyxy=(499,89,724,2566)
notice-body: En fecha 18 dieciocho de agosto del 2023 dos mil veintitrés, se admitió a trámite en este Juzgado Juicio Sucesorio de Intestado a bienes de Marcos Efrén Prado Lerma, quien falleció el día 09 nueve de diciembre del 2021 dos mil veintiuno, formándose el expediente número 853/2023, ordenándose publicar un edicto por una sola vez en el Periódico El Porvenir y en el Periódico Oficial del Estado para que se convoque a todos los que se crean con derecho a la herencia, para que ocurran a deducirlos dentro del término de treinta días, contados a partir del día siguiente a la última publicación. Doy fe. Linares, Nuevo León a 11 once de septiembre del 2023. xyxy=(270,1317,495,1426)
notice-body: El día 25-veinticinco de octubre del año 2023-dos mil veintitrés, se admitió a trámite en este Juzgado Segundo de lo Familiar del Tercer Distrito Judicial del Estado, el juicio sucesorio de intestado a bienes de Emeterio Martínez Molina, denunciado ante esta autoridad, bajo el expediente judicial número 1142/2023, ordenándose la publicación de un edicto por una sola vez tanto en el periódico El Porvenir y el Boletín Judicial del Estado. San Nicolás de los Garza, Nuevo León, a 27 de octubre de 2023. xyxy=(729,754,954,836)
notice-signature-line: NOTARIO PÚBLICO NÚMERO 39 xyxy=(90,214,216,224)
notice-body: En fecha 26 veintiséis de Agosto del año 2022-dos mil veintidós, se admitió a trámite el expediente judicial número 187/2022 relativo al JUICIO SUCESORIO DE INTESTADO a bienes de Teodoso Almendarez García; en el cual se ordenó la publicación de un edicto por una sola vez tanto en el Boletín Judicial, como en el periódico El Porvenir que se edita en la Ciudad de Monterrey, Nuevo León, convocando a las personas que se crean con derecho a la herencia. DOY FE. GUADALUPE, NUEVO LEÓN, A 27 VEINTISIETE DE SEPTIEMBRE DEL AÑO 2022-DOS MIL VEINTIDÓS. xyxy=(958,407,1184,499)
notice-title: EDICTO xyxy=(1055,398,1088,408)
notice-signature-line: LICENCIADO HOMERO GUTIÉRREZ GARCÍA. xyxy=(295,1453,470,1463)
notice-signature-line: LIC. FRANCISCO JAVIER LOZANO MEDINA xyxy=(299,901,466,911)
notice-signature-line: LIC. JENIFFER ITZEL MUZQUIZ SÁNCHEZ xyxy=(761,693,922,703)
notice-signature-line: NOTARIO PÚBLICO NUMERO 40 xyxy=(90,419,216,429)
notice-title: PUBLICACION NOTARIAL xyxy=(1249,495,1352,505)
notice-signature-line: LIC. JORGE ALVARO VERGARA PERALES xyxy=(531,961,694,971)
notice-signature-line: SÉPTIMO DISTRITO xyxy=(803,250,880,260)
notice-publication-dates: (6 y 16) xyxy=(1057,914,1085,924)
notice-signature-line: NOTARIO PÚBLICO TITULAR NO. 75 xyxy=(83,1158,223,1168)
notice-title: EDICTO xyxy=(826,603,858,613)
notice-title: AVISO NOTARIAL xyxy=(118,1191,189,1201)
notice-signature-line: NOTARIO PÚBLICO NUMERO 35 xyxy=(90,1414,216,1424)
notice-signature-line: LICENCIADO JAVIER GARCÍA URRUTIA xyxy=(305,473,460,483)
notice-title: EDICTO xyxy=(826,443,858,453)
notice-signature-line: OBALIA NOEMI PÉREZ AVALA xyxy=(553,1254,671,1264)
notice-title: EDICTO xyxy=(826,886,858,897)
notice-signature-line: NOTARIO PÚBLICO TITULAR xyxy=(555,651,668,661)
notice-body: El día 21-veintiuno de febrero del año 2023-dos mil veintitrés, se admitió a trámite en este Juzgado Segundo de lo Familiar del Tercer Distrito Judicial del Estado, el juicio sucesorio de intestado a bienes de Ernesto Lozano Cantú y/o Ernesto Lozano, denunciado ante esta autoridad, bajo el expediente judicial número 294/2023. San Nicolás de los Garza, Nuevo León, a 03 de marzo del 2023. xyxy=(1188,751,1414,816)
notice-signature-line: LICENCIADO RODRIGO RAMON BACA BONIFAZ xyxy=(748,1136,936,1147)
notice-signature-line: NOTARIO PÚBLICO NUMERO 35 xyxy=(90,1281,216,1291)
notice-signature-line: NÚMERO 57 xyxy=(588,660,636,670)
notice-signature-line: NOTARIO PÚBLICO NÚMERO 100 xyxy=(777,232,907,242)
notice-signature-line: LIC. GABRIEL GALINDO GARCIA xyxy=(319,277,446,287)
legal-notice xyxy=(959,682,1184,809)
notice-signature-line: DE LO FAMILIAR DEL CUARTO DISTRITO xyxy=(1221,947,1380,957)
notice-title: PUBLICACION NOTARIAL xyxy=(1249,371,1352,381)
notice-title: EDICTO xyxy=(137,640,169,650)
notice-body: CON FECHA 20 de octubre del 2023, SE RADICÓ EN ESTA NOTARÍA A MI CARGO EL JUICIO HEREDITARIO ADMINISTRATIVO INTESTAMENTARIO ACUMULADO A BIENES DEL SEÑOR DAVID RIVERA SOSA y GUILLERMINA ESPINOZA LESA, también conocida como GUILLERMINA ESPINOZA LESA, MEDIANTE LA ESCRITURA PÚBLICA NÚMERO 54,361, DE FECHA 20 de octubre del 2023, PASADA ANTE LA FE DEL SUSCRITO NOTARIO, ORDENÁNDOSE REALIZAR POR DOS OCASIONES Y CON INTERVALO DE DIEZ DÍAS UNA PUBLICACIÓN EN EL PERIÓDICO EL PORVENIR, CONVOCANDO A LAS PERSONAS QUE SE CREAN CON DERECHO A LA HERENCIA A FIN DE QUE ACUDAN A DEDUCIRLO dentro del término legal. Lo anterior con fundamento en lo dispuesto por el artículo 882 ochocientos ochenta y dos, del Código de Procedimientos Civiles vigente en el Estado. Monterrey, N.L., a 20 de octubre de 2023. xyxy=(270,748,495,902)
notice-publication-dates: (6) xyxy=(1296,965,1306,975)
notice-title: PUBLICACION NOTARIAL xyxy=(560,311,664,321)
legal-notice xyxy=(1188,601,1413,737)
notice-title: PUBLICACION NOTARIAL xyxy=(101,453,205,463)
legal-notice xyxy=(41,809,266,981)
notice-body: En los términos del artículo 882 ochocientos ochenta y dos, del Código de Procedimientos Civiles del Estado de Nuevo León, HAGO CONSTAR: Que ante esta Notaría Pública a mi digno cargo, del Procedimiento Sucesorio Testamentario Extrajudicial a bienes de REYNALDO GARZA SAENZ y las declaraciones que ante mí hicieron los señores MARIA MIRNA BELIA MORALES SOSA, REYNALDO IVAN GARZA MORALES, MIGUEL ANGEL GARZA MORALES, en su carácter de únicos y Universales Herederos Legítimos, en el sentido de que reconocen sus derechos hereditarios y aceptan la herencia que corresponda de acuerdo a las disposiciones legales aplicables. Asimismo, la señora MARIA MIRNA BELIA MORALES SOSA, manifiesta que acepta el cargo de Albacea, protesta su fiel y legal desempeño y procederá a formular el inventario de los bienes que forman el acervo de la masa hereditaria. Monterrey, Nuevo León, a 17 de octubre de 2023. xyxy=(270,329,495,474)
